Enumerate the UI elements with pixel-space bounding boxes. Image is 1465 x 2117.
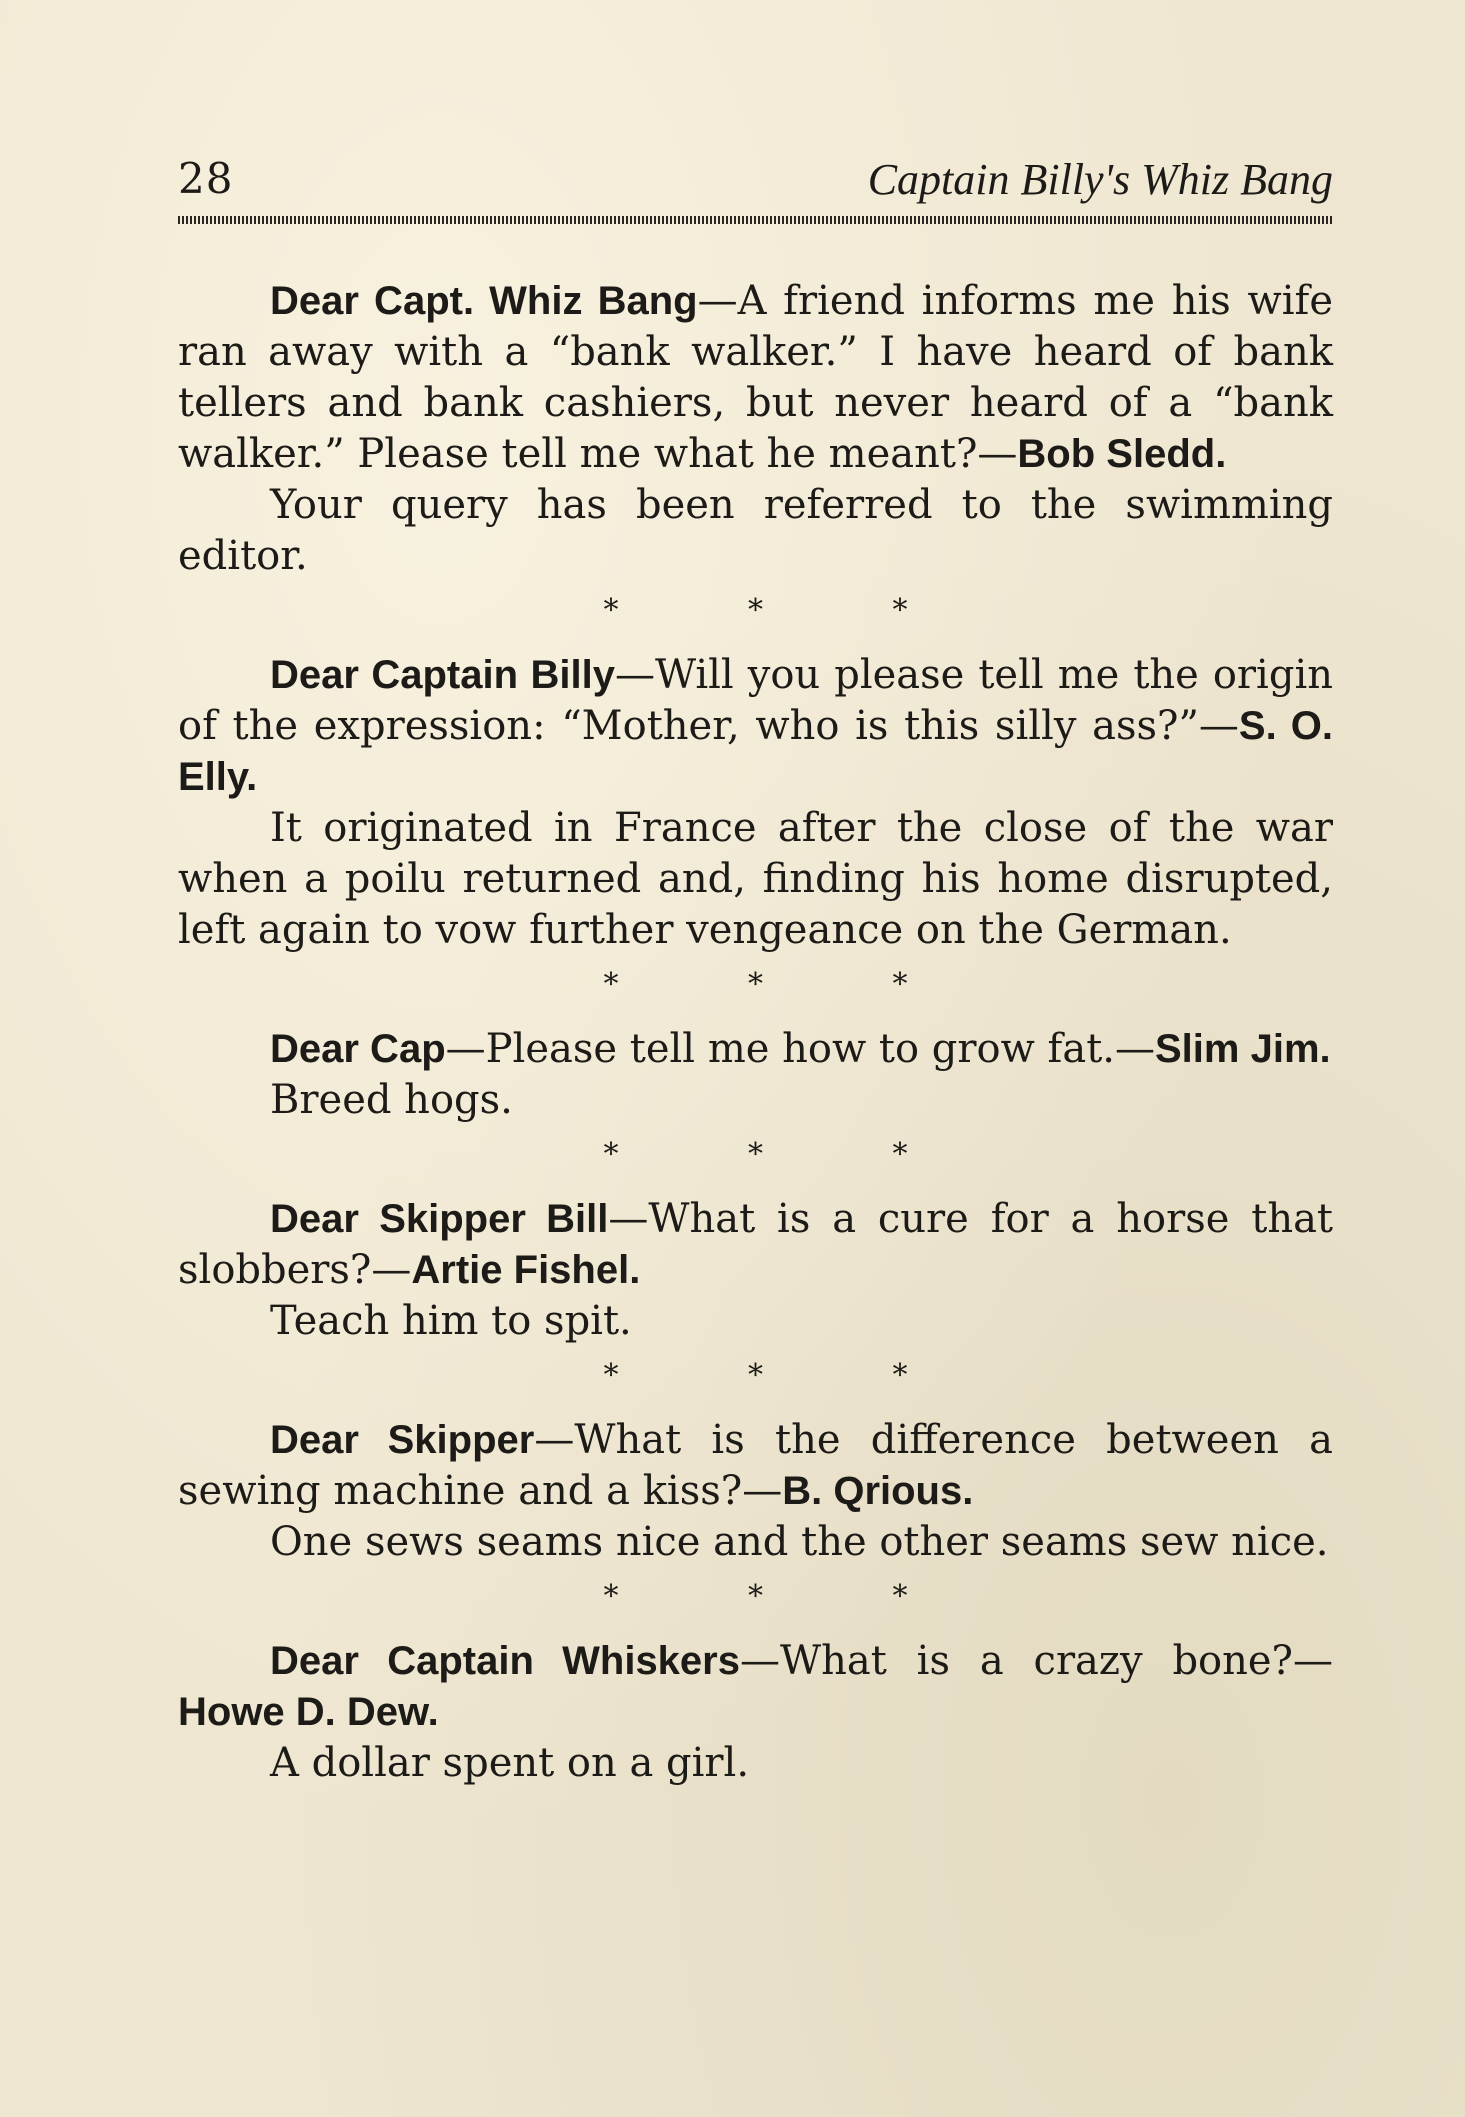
letters-column [178,276,1333,1789]
signature: Bob Sledd. [1017,432,1227,476]
signature: Slim Jim. [1155,1027,1331,1071]
question: —A friend informs me his wife ran away with a “bank walker.” I have heard of bank tellers and bank cashiers, but never heard of a “bank walker.” Please tell me what he meant?— [178,278,1333,477]
salutation: Dear Skipper [270,1418,535,1462]
salutation: Dear Capt. Whiz Bang [270,279,698,323]
reply: One sews seams nice and the other seams sew nice. [270,1519,1329,1565]
reply: Your query has been referred to the swimming editor. [178,482,1333,579]
letter [178,1024,1333,1075]
header-rule [178,216,1333,224]
reply: A dollar spent on a girl. [270,1740,750,1786]
page [178,150,1333,1789]
separator: * * * [603,1579,968,1614]
question: —Please tell me how to grow fat.— [445,1026,1155,1072]
reply: It originated in France after the close of the war when a poilu returned and, finding his home disrupted, left again to vow further vengeance on the German. [178,805,1333,953]
entry [178,1415,1333,1568]
reply: Breed hogs. [270,1077,513,1123]
running-head [178,150,1333,212]
separator: * * * [603,1358,968,1393]
salutation: Dear Skipper Bill [270,1197,609,1241]
entry [178,650,1333,956]
letter [178,650,1333,803]
separator: * * * [603,593,968,628]
signature: B. Qrious. [782,1469,974,1513]
salutation: Dear Cap [270,1027,446,1071]
letter [178,276,1333,480]
separator: * * * [603,1137,968,1172]
question: —What is the difference between a sewing machine and a kiss?— [178,1417,1334,1514]
entry [178,1636,1333,1789]
running-title: Captain Billy's Whiz Bang [867,155,1333,204]
separator: * * * [603,967,968,1002]
letter [178,1415,1333,1517]
letter [178,1636,1333,1738]
signature: S. O. Elly. [178,704,1333,799]
salutation: Dear Captain Billy [270,653,615,697]
letter [178,1194,1333,1296]
signature: Howe D. Dew. [178,1690,439,1734]
reply: Teach him to spit. [270,1298,632,1344]
entry [178,1194,1333,1347]
question: —What is a crazy bone?— [740,1638,1334,1684]
entry [178,1024,1333,1126]
signature: Artie Fishel. [411,1248,641,1292]
entry [178,276,1333,582]
question: —What is a cure for a horse that slobbers?— [178,1196,1334,1293]
question: —Will you please tell me the origin of the expression: “Mother, who is this silly ass?”— [178,652,1333,749]
page-number: 28 [178,154,234,203]
salutation: Dear Captain Whiskers [270,1639,740,1683]
